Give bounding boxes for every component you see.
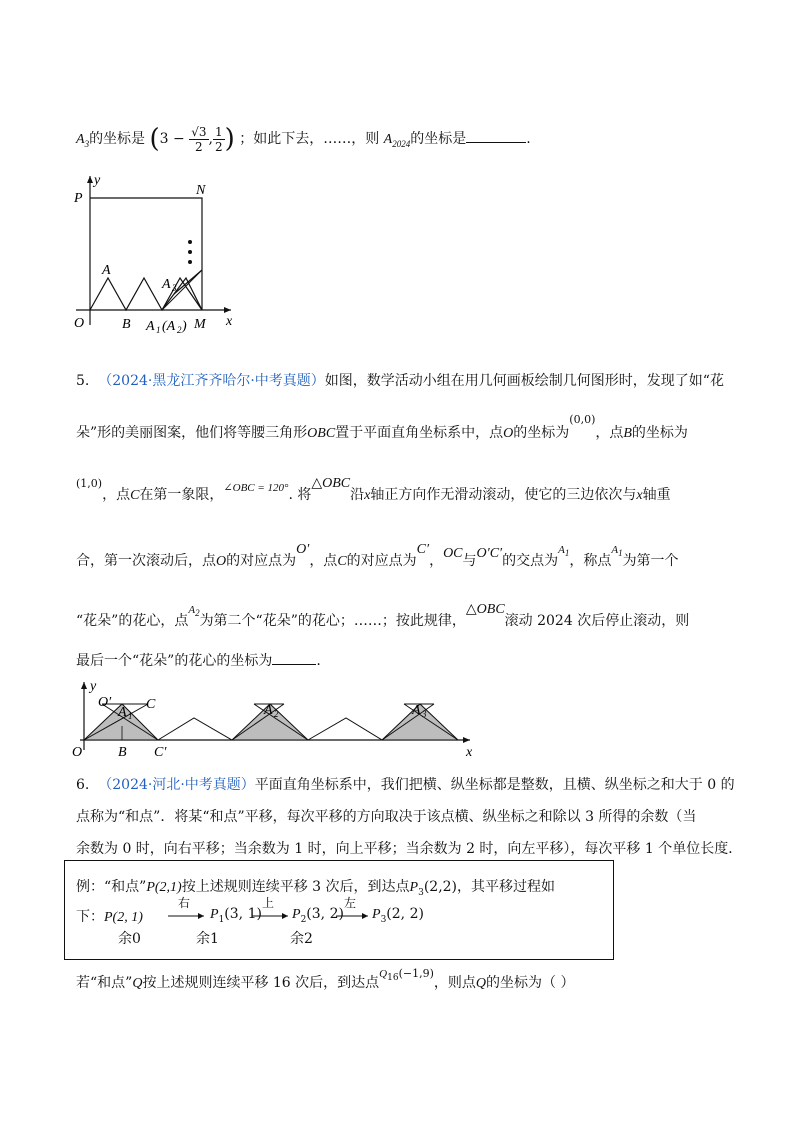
- q5-line5: “花朵”的花心，点$^{A_2}$为第二个“花朵”的花心；……；按此规律，△OBC滚动 2024 次后停止滚动，则: [76, 602, 690, 629]
- fig2-label-a2: A: [264, 703, 273, 718]
- fig2-label-b: B: [118, 745, 127, 760]
- remainder-2: 余2: [290, 931, 313, 947]
- seq-p1: $P_1(3$, 1): [210, 906, 262, 925]
- q4-tail-line: $A_3$的坐标是 (3 − $\frac{√3}{2}$ , $\frac{1}{2}$ ) ；如此下去，……，则 $A_{2024}$的坐标是 .: [76, 124, 531, 154]
- fig1-label-a2: (A: [162, 319, 176, 334]
- answer-blank[interactable]: [466, 142, 526, 143]
- q5-source: （2024·黑龙江齐齐哈尔·中考真题）: [98, 373, 325, 389]
- one-half: $\frac{1}{2}$: [214, 124, 223, 154]
- fig1-label-m: M: [194, 317, 206, 332]
- q6-last-line: 若“和点”Q按上述规则连续平移 16 次后，到达点$^{Q_{16}(-1,9)}$，则点Q的坐标为（ ）: [76, 967, 575, 991]
- arrow-label-right: 右: [178, 896, 191, 910]
- q5-line2: 朵”形的美丽图案，他们将等腰三角形OBC置于平面直角坐标系中，点O的坐标为$^{(0,0)}$，点B的坐标为: [76, 413, 688, 441]
- q5-line6: 最后一个“花朵”的花心的坐标为 .: [76, 653, 321, 669]
- fig1-label-a: A: [102, 263, 111, 278]
- arrow-label-up: 上: [262, 896, 275, 910]
- fig1-label-o: O: [74, 316, 85, 331]
- q6-line3: 余数为 0 时，向右平移；当余数为 1 时，向上平移；当余数为 2 时，向左平移），每次平移 1 个单位长度．: [76, 841, 743, 857]
- q5-line3: $^{(1,0)}$，点C在第一象限，$^{\angle OBC = 120^\circ}$. 将△OBC沿x轴正方向作无滑动滚动，使它的三边依次与x轴重: [76, 476, 671, 503]
- fig1-label-a3: A: [162, 277, 171, 292]
- fig1-label-a2-close: ): [182, 319, 187, 334]
- sqrt3-over-2: $\frac{√3}{2}$: [191, 124, 207, 154]
- remainder-0: 余0: [118, 931, 141, 947]
- fig1-label-a3-sub: 3: [172, 283, 177, 293]
- fig2-label-a3-sub: 3: [422, 709, 427, 719]
- q6-line1: 6. （2024·河北·中考真题）平面直角坐标系中，我们把横、纵坐标都是整数，且横、纵坐标之和大于 0 的: [76, 777, 735, 793]
- fig1-label-a1: A: [146, 319, 155, 334]
- figure-square-triangles: [66, 170, 246, 340]
- fig2-label-oprime: O′: [98, 695, 112, 710]
- seq-p2: $P_2(3$, 2): [292, 906, 344, 925]
- remainder-1: 余1: [196, 931, 219, 947]
- fig1-label-n: N: [196, 183, 206, 198]
- fig1-label-a1-sub: 1: [156, 325, 161, 335]
- arrow-label-left: 左: [344, 896, 357, 910]
- fig2-label-a3: A: [412, 703, 421, 718]
- fig2-label-a1-sub: 1: [128, 711, 133, 721]
- fig1-label-a2-sub: 2: [177, 325, 182, 335]
- fig1-label-b: B: [122, 317, 131, 332]
- fig2-label-y: y: [90, 679, 97, 694]
- q5-line4: 合，第一次滚动后，点O的对应点为O′，点C的对应点为C′，OC与O′C′的交点为$^{A_1}$，称点$^{A_1}$为第一个: [76, 542, 679, 569]
- fig1-label-x: x: [226, 314, 233, 329]
- example-line1: 例：“和点”P(2,1)按上述规则连续平移 3 次后，到达点$P_3(2,2)$，其平移过程如: [76, 879, 556, 898]
- fig2-label-cprime: C′: [154, 745, 167, 760]
- fig2-label-a2-sub: 2: [274, 709, 279, 719]
- q6-line2: 点称为“和点”．将某“和点”平移，每次平移的方向取决于该点横、纵坐标之和除以 3 所得的余数（当: [76, 809, 697, 825]
- q6-source: （2024·河北·中考真题）: [98, 777, 255, 793]
- fig2-label-x: x: [466, 745, 473, 760]
- fig1-label-p: P: [74, 191, 83, 206]
- fig1-label-y: y: [94, 173, 101, 188]
- seq-p3: $P_3(2$, 2): [372, 906, 424, 925]
- answer-blank-q5[interactable]: [272, 664, 316, 665]
- fig2-label-a1: A: [118, 705, 127, 720]
- q5-line1: 5. （2024·黑龙江齐齐哈尔·中考真题）如图，数学活动小组在用几何画板绘制几何图形时，发现了如“花: [76, 373, 724, 389]
- fig2-label-o: O: [72, 745, 83, 760]
- fig2-label-c: C: [146, 697, 156, 712]
- example-sequence: 下：P(2, 1): [76, 909, 143, 925]
- figure-flower-pattern: [70, 676, 480, 760]
